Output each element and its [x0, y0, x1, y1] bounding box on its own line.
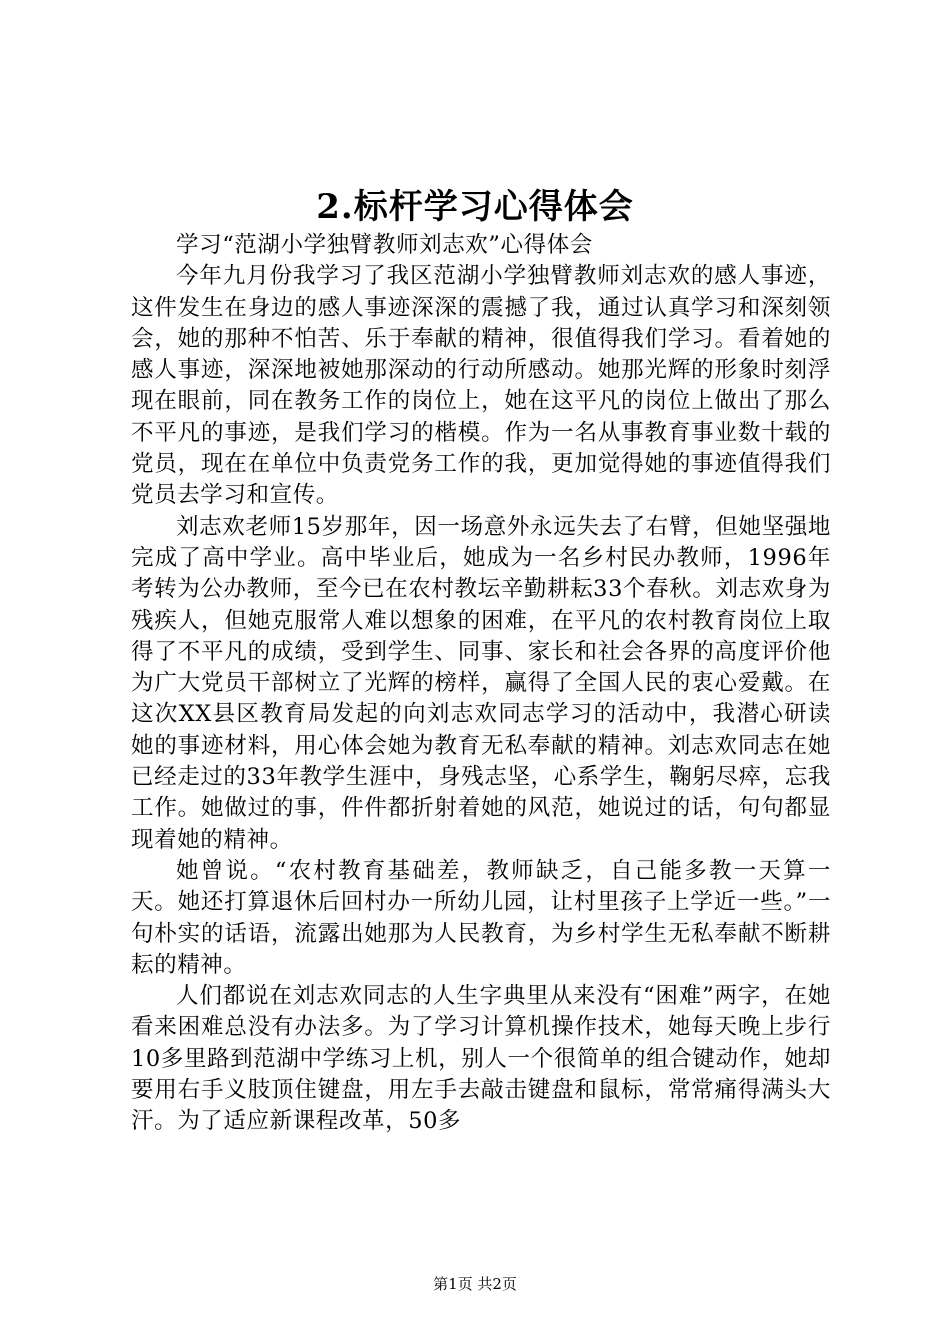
paragraph-4: 人们都说在刘志欢同志的人生字典里从来没有“困难”两字，在她看来困难总没有办法多。为了学习计算机操作技术，她每天晚上步行10多里路到范湖中学练习上机，别人一个很简单的组合键动作，她却要用右手义肢顶住键盘，用左手去敲击键盘和鼠标，常常痛得满头大汗。为了适应新课程改革，50多 — [131, 983, 831, 1135]
document-body — [131, 230, 831, 1138]
paragraph-2: 刘志欢老师15岁那年，因一场意外永远失去了右臂，但她坚强地完成了高中学业。高中毕业后，她成为一名乡村民办教师，1996年考转为公办教师，至今已在农村教坛辛勤耕耘33个春秋。刘志欢身为残疾人，但她克服常人难以想象的困难，在平凡的农村教育岗位上取得了不平凡的成绩，受到学生、同事、家长和社会各界的高度评价他为广大党员干部树立了光辉的榜样，赢得了全国人民的衷心爱戴。在这次XX县区教育局发起的向刘志欢同志学习的活动中，我潜心研读她的事迹材料，用心体会她为教育无私奉献的精神。刘志欢同志在她已经走过的33年教学生涯中，身残志坚，心系学生，鞠躬尽瘁，忘我工作。她做过的事，件件都折射着她的风范，她说过的话，句句都显现着她的精神。 — [131, 513, 831, 853]
document-title: 2.标杆学习心得体会 — [316, 187, 634, 227]
page-footer: 第1页 共2页 — [433, 1275, 517, 1293]
document-subtitle: 学习“范湖小学独臂教师刘志欢”心得体会 — [176, 232, 593, 258]
paragraph-1: 今年九月份我学习了我区范湖小学独臂教师刘志欢的感人事迹，这件发生在身边的感人事迹深深的震撼了我，通过认真学习和深刻领会，她的那种不怕苦、乐于奉献的精神，很值得我们学习。看着她的感人事迹，深深地被她那深动的行动所感动。她那光辉的形象时刻浮现在眼前，同在教务工作的岗位上，她在这平凡的岗位上做出了那么不平凡的事迹，是我们学习的楷模。作为一名从事教育事业数十载的党员，现在在单位中负责党务工作的我，更加觉得她的事迹值得我们党员去学习和宣传。 — [131, 263, 831, 509]
paragraph-3: 她曾说。“农村教育基础差，教师缺乏，自己能多教一天算一天。她还打算退休后回村办一所幼儿园，让村里孩子上学近一些。”一句朴实的话语，流露出她那为人民教育，为乡村学生无私奉献不断耕耘的精神。 — [131, 857, 831, 978]
